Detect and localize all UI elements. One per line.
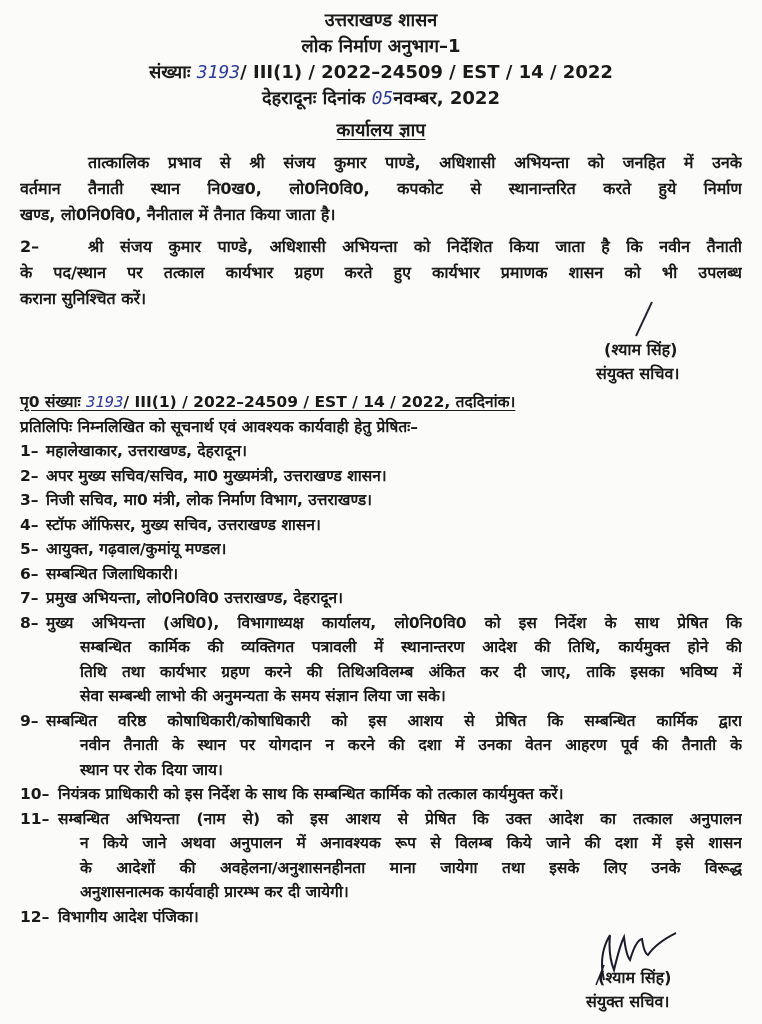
copy-list bbox=[20, 439, 742, 929]
item-number: 10– bbox=[20, 785, 50, 803]
text-line: अपर मुख्य सचिव/सचिव, मा0 मुख्यमंत्री, उत्तराखण्ड शासन। bbox=[46, 466, 387, 485]
text-line: सम्बन्धित जिलाधिकारी। bbox=[46, 564, 179, 583]
signatory-name: (श्याम सिंह) bbox=[598, 968, 672, 987]
signature-block-2 bbox=[586, 966, 672, 1014]
text-line: नवीन तैनाती के स्थान पर योगदान न करने की दशा में उनका वेतन आहरण पूर्व की तैनाती के bbox=[80, 736, 742, 754]
item-number: 3– bbox=[20, 491, 39, 509]
copy-list-item bbox=[20, 611, 742, 709]
header-government: उत्तराखण्ड शासन bbox=[324, 10, 438, 31]
text-line: सेवा सम्बन्धी लाभो की अनुमन्यता के समय संज्ञान लिया जा सके। bbox=[80, 687, 446, 705]
copy-list-item bbox=[20, 562, 742, 587]
item-number: 12– bbox=[20, 907, 50, 926]
item-number: 9– bbox=[20, 711, 39, 730]
text-line: प्रमुख अभियन्ता, लो0नि0वि0 उत्तराखण्ड, देहरादून। bbox=[46, 589, 344, 607]
signature-block-1 bbox=[596, 338, 680, 386]
copy-list-item bbox=[20, 709, 742, 783]
copy-list-item bbox=[20, 488, 742, 513]
handwritten-date: 05 bbox=[371, 88, 394, 109]
text-line: तात्कालिक प्रभाव से श्री संजय कुमार पाण्डे, अधिशासी अभियन्ता को जनहित में उनके bbox=[88, 153, 742, 172]
copy-intro: प्रतिलिपिः निम्नलिखित को सूचनार्थ एवं आवश्यक कार्यवाही हेतु प्रेषितः– bbox=[20, 418, 419, 436]
text-line: नियंत्रक प्राधिकारी को इस निर्देश के साथ कि सम्बन्धित कार्मिक को तत्काल कार्यमुक्त करें। bbox=[58, 785, 564, 803]
text-line: सम्बन्धित अभियन्ता (नाम से) को इस आशय से प्रेषित कि उक्त आदेश का तत्काल अनुपालन bbox=[58, 809, 742, 828]
memo-title bbox=[0, 118, 762, 144]
signatory-designation: संयुक्त सचिव। bbox=[596, 364, 680, 383]
copy-list-item bbox=[20, 439, 742, 464]
item-number: 8– bbox=[20, 613, 39, 632]
text-line: स्थान पर रोक दिया जाय। bbox=[80, 760, 223, 779]
reference-prefix: संख्याः bbox=[149, 62, 191, 83]
reference-number bbox=[0, 60, 762, 86]
date-suffix: नवम्बर, 2022 bbox=[393, 88, 500, 109]
text-line: श्री संजय कुमार पाण्डे, अधिशासी अभियन्ता को निर्देशित किया जाता है कि नवीन तैनाती bbox=[88, 237, 742, 256]
copy-list-item bbox=[20, 807, 742, 905]
text-line: निजी सचिव, मा0 मंत्री, लोक निर्माण विभाग, उत्तराखण्ड। bbox=[46, 491, 373, 509]
copy-list-item bbox=[20, 537, 742, 562]
text-line: विभागीय आदेश पंजिका। bbox=[58, 907, 199, 926]
header-section: लोक निर्माण अनुभाग–1 bbox=[301, 36, 461, 57]
date-line bbox=[0, 86, 762, 112]
copy-list-item bbox=[20, 782, 742, 807]
handwritten-number: 3193 bbox=[196, 62, 241, 83]
text-line: स्टॉफ ऑफिसर, मुख्य सचिव, उत्तराखण्ड शासन। bbox=[46, 515, 321, 534]
paragraph-number: 2– bbox=[20, 237, 40, 256]
copy-list-item bbox=[20, 464, 742, 489]
copy-ref-suffix: / III(1) / 2022–24509 / EST / 14 / 2022, तददिनांक। bbox=[123, 393, 516, 411]
copy-reference bbox=[20, 390, 742, 415]
item-number: 5– bbox=[20, 540, 39, 558]
item-number: 2– bbox=[20, 466, 39, 485]
item-number: 1– bbox=[20, 442, 39, 460]
item-number: 11– bbox=[20, 809, 50, 828]
signature-mark bbox=[630, 300, 660, 340]
text-line: आयुक्त, गढ़वाल/कुमांयू मण्डल। bbox=[46, 540, 227, 558]
text-line: तिथि तथा कार्यभार ग्रहण करने की तिथिअविलम्ब अंकित कर दी जाए, ताकि इसका भविष्य में bbox=[80, 662, 742, 681]
signatory-name: (श्याम सिंह) bbox=[604, 340, 678, 359]
text-line: महालेखाकार, उत्तराखण्ड, देहरादून। bbox=[46, 442, 247, 460]
text-line: के आदेशों की अवहेलना/अनुशासनहीनता माना जायेगा तथा इसके लिए उनके विरूद्ध bbox=[80, 858, 742, 877]
item-number: 4– bbox=[20, 515, 39, 534]
signatory-designation: संयुक्त सचिव। bbox=[586, 992, 670, 1011]
text-line: खण्ड, लो0नि0वि0, नैनीताल में तैनात किया जाता है। bbox=[20, 205, 336, 224]
text-line: सम्बन्धित कार्मिक की व्यक्तिगत पत्रावली में स्थानान्तरण आदेश की तिथि, कार्यमुक्त होने की bbox=[80, 638, 742, 656]
text-line: मुख्य अभियन्ता (अधि0), विभागाध्यक्ष कार्यालय, लो0नि0वि0 को इस निर्देश के साथ प्रेषित कि bbox=[46, 613, 742, 632]
memo-title-text: कार्यालय ज्ञाप bbox=[336, 120, 426, 141]
text-line: न किये जाने अथवा अनुपालन में अनावश्यक रूप से विलम्ब किये जाने की दशा में इसे शासन bbox=[80, 834, 742, 852]
item-number: 6– bbox=[20, 564, 39, 583]
text-line: कराना सुनिश्चित करें। bbox=[20, 289, 147, 308]
text-line: अनुशासनात्मक कार्यवाही प्रारम्भ कर दी जायेगी। bbox=[80, 883, 349, 901]
paragraph-1 bbox=[20, 150, 742, 228]
copy-ref-prefix: पृ0 संख्याः bbox=[20, 393, 81, 411]
text-line: सम्बन्धित वरिष्ठ कोषाधिकारी/कोषाधिकारी को इस आशय से प्रेषित कि सम्बन्धित कार्मिक द्वारा bbox=[46, 711, 742, 730]
text-line: वर्तमान तैनाती स्थान नि0ख0, लो0नि0वि0, कपकोट से स्थानान्तरित करते हुये निर्माण bbox=[20, 179, 742, 198]
handwritten-number: 3193 bbox=[86, 393, 124, 411]
text-line: के पद/स्थान पर तत्काल कार्यभार ग्रहण करते हुए कार्यभार प्रमाणक शासन को भी उपलब्ध bbox=[20, 263, 742, 282]
date-prefix: देहरादूनः दिनांक bbox=[262, 88, 366, 109]
item-number: 7– bbox=[20, 589, 39, 607]
reference-suffix: / III(1) / 2022–24509 / EST / 14 / 2022 bbox=[240, 62, 613, 83]
copy-list-item bbox=[20, 586, 742, 611]
copy-list-item bbox=[20, 513, 742, 538]
